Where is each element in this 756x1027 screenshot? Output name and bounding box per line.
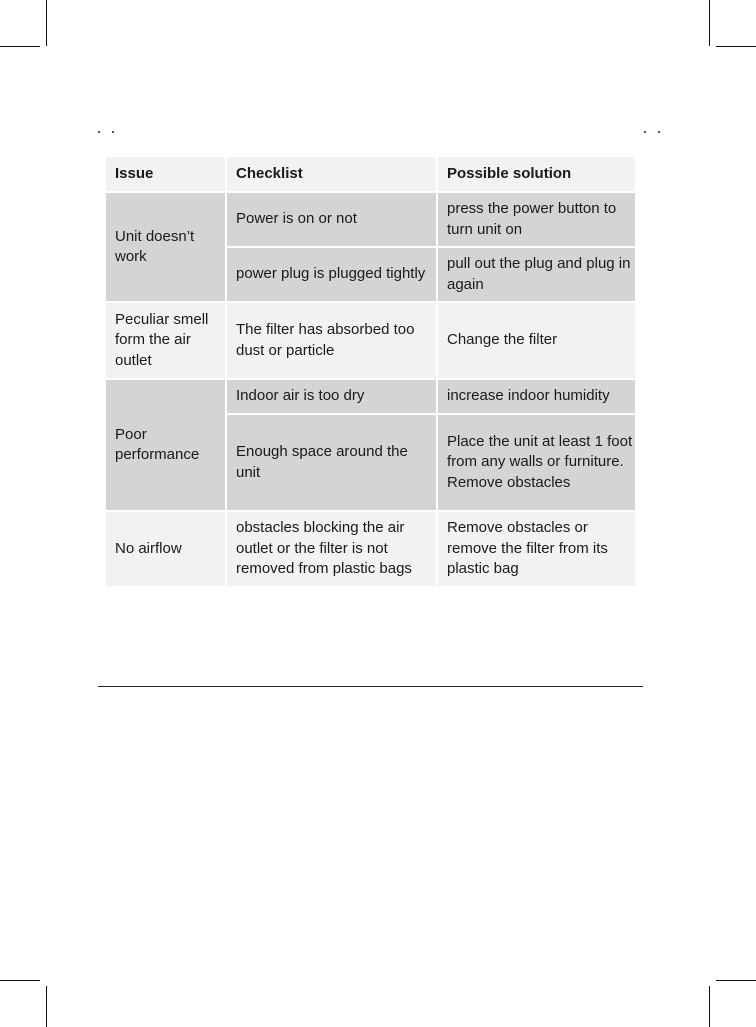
- checklist-cell: obstacles blocking the air outlet or the filter is not removed from plastic bags: [226, 511, 437, 587]
- solution-cell: Change the filter: [437, 302, 635, 379]
- checklist-cell: power plug is plugged tightly: [226, 247, 437, 302]
- crop-mark: [709, 0, 710, 46]
- table-row: [106, 511, 635, 587]
- checklist-cell: The filter has absorbed too dust or particle: [226, 302, 437, 379]
- crop-mark: [46, 0, 47, 46]
- checklist-cell: Enough space around the unit: [226, 414, 437, 511]
- solution-cell: press the power button to turn unit on: [437, 192, 635, 247]
- registration-dot: [658, 131, 660, 133]
- header-solution: Possible solution: [437, 157, 635, 192]
- troubleshooting-table: [106, 157, 635, 588]
- header-checklist: Checklist: [226, 157, 437, 192]
- issue-cell: Poor performance: [106, 379, 226, 511]
- solution-cell: increase indoor humidity: [437, 379, 635, 414]
- registration-dot: [112, 131, 114, 133]
- checklist-cell: Indoor air is too dry: [226, 379, 437, 414]
- table-row: [106, 379, 635, 414]
- table-row: [106, 302, 635, 379]
- crop-mark: [716, 46, 756, 47]
- checklist-cell: Power is on or not: [226, 192, 437, 247]
- solution-cell: pull out the plug and plug in again: [437, 247, 635, 302]
- issue-cell: Peculiar smell form the air outlet: [106, 302, 226, 379]
- header-issue: Issue: [106, 157, 226, 192]
- crop-mark: [716, 980, 756, 981]
- issue-cell: No airflow: [106, 511, 226, 587]
- crop-mark: [0, 46, 40, 47]
- solution-cell: Place the unit at least 1 foot from any walls or furniture. Remove obstacles: [437, 414, 635, 511]
- registration-dot: [98, 131, 100, 133]
- crop-mark: [46, 986, 47, 1027]
- horizontal-rule: [98, 686, 643, 687]
- table-row: [106, 192, 635, 247]
- solution-cell: Remove obstacles or remove the filter from its plastic bag: [437, 511, 635, 587]
- crop-mark: [0, 980, 40, 981]
- issue-cell: Unit doesn’t work: [106, 192, 226, 302]
- registration-dot: [644, 131, 646, 133]
- table-header-row: [106, 157, 635, 192]
- crop-mark: [709, 986, 710, 1027]
